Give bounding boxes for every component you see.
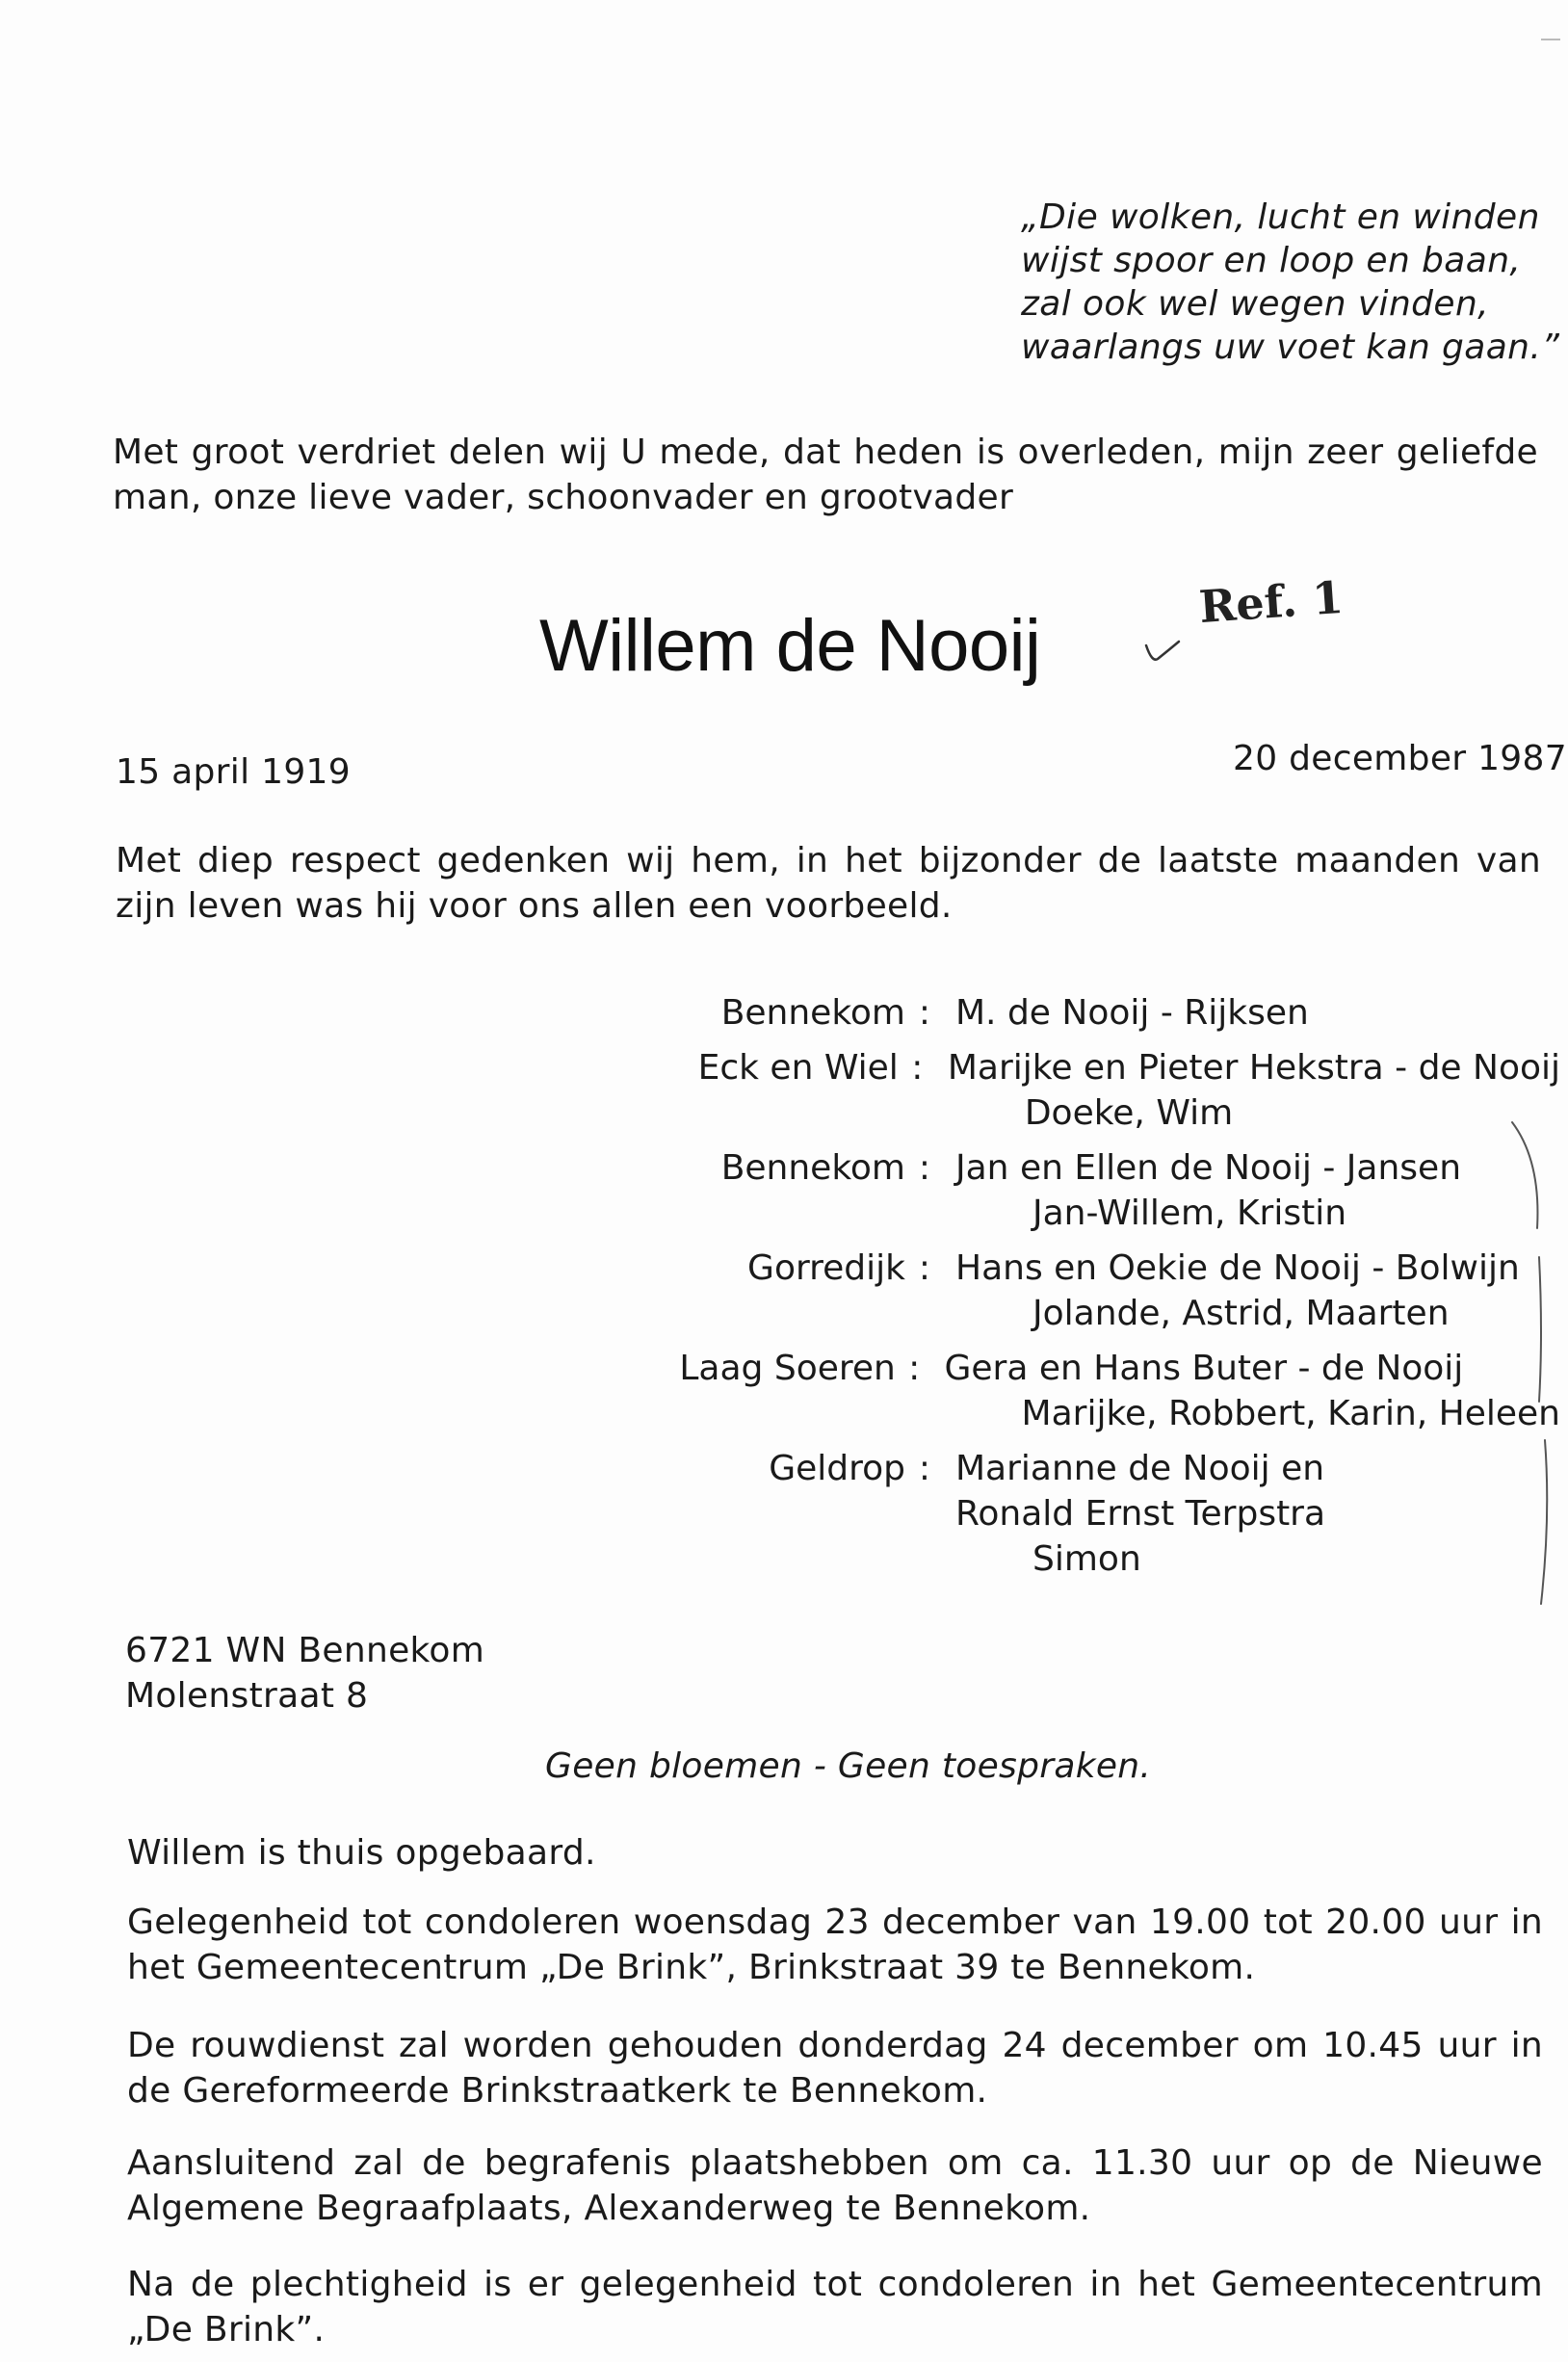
poem-line: waarlangs uw voet kan gaan.” bbox=[1021, 328, 1560, 367]
family-children-line: Jan-Willem, Kristin bbox=[1032, 1194, 1347, 1233]
family-name-line: Ronald Ernst Terpstra bbox=[955, 1494, 1326, 1534]
handwritten-annotation: Ref. 1 bbox=[1197, 570, 1346, 634]
family-children-line: Marijke, Robbert, Karin, Heleen bbox=[1021, 1394, 1560, 1433]
family-name-line: Jan en Ellen de Nooij - Jansen bbox=[955, 1148, 1462, 1188]
family-row bbox=[616, 1346, 1560, 1436]
family-separator: : bbox=[918, 1449, 931, 1488]
family-place: Eck en Wiel bbox=[697, 1048, 899, 1088]
family-place: Laag Soeren bbox=[679, 1349, 896, 1388]
family-place: Geldrop bbox=[769, 1449, 905, 1488]
family-list bbox=[616, 990, 1560, 1591]
family-name-line: Marianne de Nooij en bbox=[955, 1449, 1325, 1488]
family-separator: : bbox=[918, 993, 931, 1033]
family-names bbox=[944, 1145, 1461, 1236]
poem-line: „Die wolken, lucht en winden bbox=[1021, 197, 1540, 237]
family-row bbox=[616, 1446, 1560, 1582]
family-names bbox=[944, 990, 1309, 1036]
condolence-paragraph: Gelegenheid tot condoleren woensdag 23 december van 19.00 tot 20.00 uur in het Gemeentecentrum „De Brink”, Brinkstraat 39 te Bennekom. bbox=[127, 1903, 1543, 1987]
birth-date: 15 april 1919 bbox=[116, 752, 351, 792]
family-children-line: Simon bbox=[1032, 1539, 1141, 1579]
address-line: Molenstraat 8 bbox=[125, 1676, 369, 1716]
burial-paragraph: Aansluitend zal de begrafenis plaatshebben om ca. 11.30 uur op de Nieuwe Algemene Begraafplaats, Alexanderweg te Bennekom. bbox=[127, 2143, 1543, 2228]
family-separator: : bbox=[908, 1349, 921, 1388]
respect-text: Met diep respect gedenken wij hem, in het bijzonder de laatste maanden van zijn leven was hij voor ons allen een voorbeeld. bbox=[116, 841, 1541, 926]
family-row bbox=[616, 1145, 1560, 1236]
family-names bbox=[944, 1246, 1520, 1336]
family-place: Bennekom bbox=[720, 1148, 905, 1188]
family-name-line: Marijke en Pieter Hekstra - de Nooij bbox=[947, 1048, 1560, 1088]
family-children-line: Jolande, Astrid, Maarten bbox=[1032, 1294, 1450, 1333]
family-separator: : bbox=[911, 1048, 924, 1088]
family-row bbox=[616, 990, 1560, 1036]
deceased-name: Willem de Nooij bbox=[539, 605, 1041, 687]
family-row bbox=[616, 1246, 1560, 1336]
service-paragraph: De rouwdienst zal worden gehouden donderdag 24 december om 10.45 uur in de Gereformeerde Brinkstraatkerk te Bennekom. bbox=[127, 2026, 1543, 2111]
family-children-line: Doeke, Wim bbox=[1024, 1093, 1234, 1133]
intro-text: Met groot verdriet delen wij U mede, dat heden is overleden, mijn zeer geliefde man, onze lieve vader, schoonvader en grootvader bbox=[113, 433, 1538, 517]
family-name-line: M. de Nooij - Rijksen bbox=[955, 993, 1309, 1033]
family-names bbox=[933, 1346, 1560, 1436]
family-names bbox=[944, 1446, 1325, 1582]
family-name-line: Hans en Oekie de Nooij - Bolwijn bbox=[955, 1248, 1520, 1288]
address-block bbox=[125, 1628, 484, 1719]
handwritten-bracket bbox=[1503, 1113, 1560, 1614]
closing-paragraph: Na de plechtigheid is er gelegenheid tot condoleren in het Gemeentecentrum „De Brink”. bbox=[127, 2265, 1543, 2349]
poem-line: wijst spoor en loop en baan, bbox=[1021, 241, 1522, 280]
poem-line: zal ook wel wegen vinden, bbox=[1021, 284, 1490, 324]
family-place: Gorredijk bbox=[747, 1248, 905, 1288]
family-names bbox=[936, 1045, 1560, 1136]
no-flowers-notice: Geen bloemen - Geen toespraken. bbox=[545, 1746, 1152, 1786]
family-separator: : bbox=[918, 1148, 931, 1188]
family-separator: : bbox=[918, 1248, 931, 1288]
family-name-line: Gera en Hans Buter - de Nooij bbox=[944, 1349, 1464, 1388]
family-place: Bennekom bbox=[720, 993, 905, 1033]
viewing-paragraph: Willem is thuis opgebaard. bbox=[127, 1833, 596, 1873]
death-date: 20 december 1987 bbox=[1233, 739, 1567, 778]
family-row bbox=[616, 1045, 1560, 1136]
handwritten-check-mark bbox=[1142, 636, 1183, 665]
address-line: 6721 WN Bennekom bbox=[125, 1631, 485, 1670]
scan-mark bbox=[1541, 39, 1560, 40]
poem-quote bbox=[1021, 196, 1559, 369]
